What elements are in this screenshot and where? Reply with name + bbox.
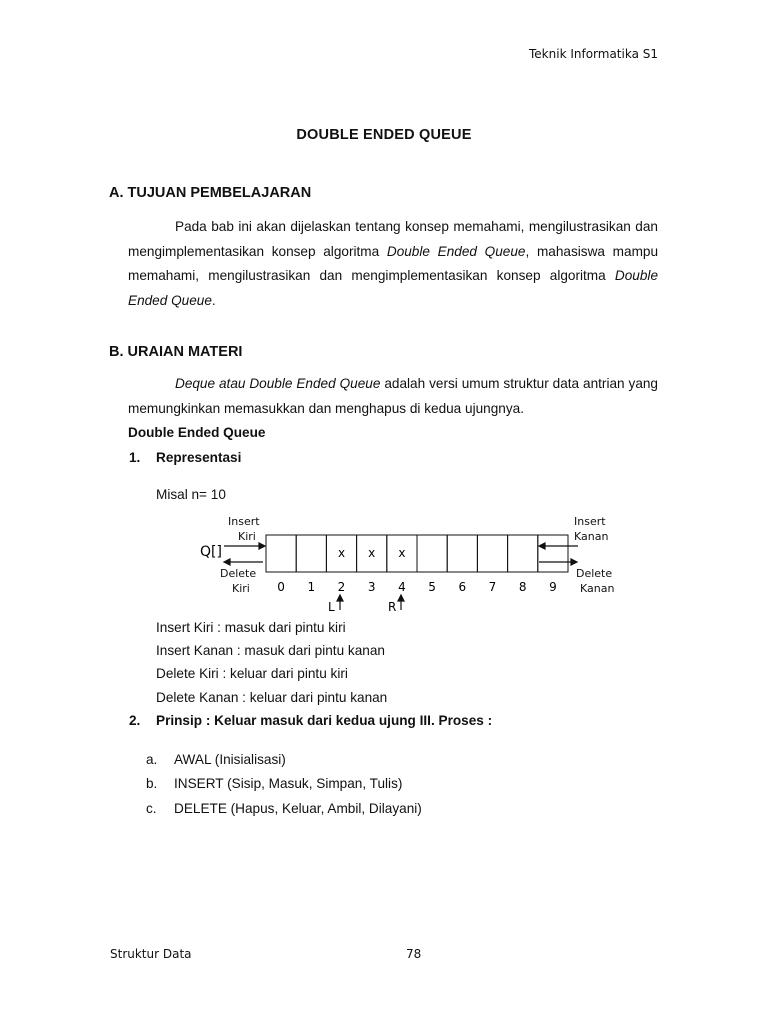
item-1-number: 1.: [129, 450, 141, 465]
queue-cell-7: [477, 535, 507, 572]
item-1-label: Representasi: [156, 450, 242, 465]
delete-kanan-arrowhead: [571, 559, 577, 565]
queue-index-1: 1: [307, 580, 316, 594]
delete-kanan-label-1: Delete: [576, 567, 613, 580]
pointer-right-label: R: [388, 600, 397, 614]
queue-index-9: 9: [549, 580, 557, 594]
section-b-intro-text: adalah versi umum struktur data antrian yang memungkinkan memasukkan dan menghapus di kedua ujungnya.: [128, 376, 658, 416]
process-awal: AWAL (Inisialisasi): [174, 752, 286, 767]
queue-cell-8: [508, 535, 538, 572]
queue-index-8: 8: [518, 580, 527, 594]
section-b-heading: B. URAIAN MATERI: [109, 344, 243, 360]
process-letter-a: a.: [146, 752, 158, 767]
subheading-double-ended-queue: Double Ended Queue: [128, 425, 266, 440]
section-a-em-2: Double Ended Queue: [128, 268, 658, 308]
process-letter-c: c.: [146, 801, 157, 816]
item-2-label: Prinsip : Keluar masuk dari kedua ujung III. Proses :: [156, 713, 493, 728]
section-a-text-3: .: [211, 292, 216, 308]
item-2-number: 2.: [129, 713, 141, 728]
page-number: 78: [406, 947, 422, 961]
queue-cell-value-4: x: [398, 546, 406, 560]
queue-index-2: 2: [337, 580, 346, 594]
delete-kiri-label-1: Delete: [220, 567, 257, 580]
queue-cell-6: [447, 535, 477, 572]
queue-cell-1: [296, 535, 326, 572]
section-a-heading: A. TUJUAN PEMBELAJARAN: [109, 185, 312, 201]
footer-course: Struktur Data: [110, 947, 192, 961]
misal-text: Misal n= 10: [156, 487, 226, 502]
insert-kiri-arrowhead: [259, 543, 265, 549]
process-insert: INSERT (Sisip, Masuk, Simpan, Tulis): [174, 776, 403, 791]
pointer-left-arrowhead: [337, 595, 343, 601]
delete-kanan-label-2: Kanan: [580, 582, 615, 595]
queue-index-0: 0: [277, 580, 285, 594]
queue-index-5: 5: [428, 580, 436, 594]
queue-index-3: 3: [367, 580, 376, 594]
pointer-right-arrowhead: [398, 595, 404, 601]
process-delete: DELETE (Hapus, Keluar, Ambil, Dilayani): [174, 801, 422, 816]
delete-kiri-arrowhead: [224, 559, 230, 565]
definition-insert-kiri: Insert Kiri : masuk dari pintu kiri: [156, 620, 346, 635]
section-b-intro: [128, 372, 658, 421]
section-a-paragraph: [128, 215, 658, 313]
queue-index-7: 7: [488, 580, 497, 594]
array-label: Q[]: [200, 544, 222, 560]
queue-index-6: 6: [458, 580, 467, 594]
deque-diagram: [190, 510, 630, 620]
queue-cell-9: [538, 535, 568, 572]
queue-cell-5: [417, 535, 447, 572]
definition-delete-kanan: Delete Kanan : keluar dari pintu kanan: [156, 690, 388, 705]
header-course-name: Teknik Informatika S1: [529, 47, 658, 61]
queue-cell-value-3: x: [368, 546, 376, 560]
queue-cell-value-2: x: [337, 546, 346, 560]
queue-cell-0: [266, 535, 296, 572]
definition-insert-kanan: Insert Kanan : masuk dari pintu kanan: [156, 643, 385, 658]
section-a-text-2: , mahasiswa mampu memahami, mengilustrasikan dan mengimplementasikan konsep algoritma: [128, 243, 659, 283]
section-b-intro-em: Deque atau Double Ended Queue: [175, 376, 381, 391]
definition-delete-kiri: Delete Kiri : keluar dari pintu kiri: [156, 666, 348, 681]
page-title: DOUBLE ENDED QUEUE: [296, 127, 472, 143]
insert-kanan-label-2: Kanan: [574, 530, 609, 543]
section-a-text-1: Pada bab ini akan dijelaskan tentang konsep memahami, mengilustrasikan dan mengimplementasikan konsep algoritma: [128, 219, 658, 259]
queue-index-4: 4: [398, 580, 406, 594]
queue-cells: [266, 535, 568, 594]
insert-kiri-label-1: Insert: [228, 515, 260, 528]
pointer-left-label: L: [328, 600, 335, 614]
section-a-em-1: Double Ended Queue: [386, 243, 526, 259]
insert-kanan-arrowhead: [539, 543, 545, 549]
insert-kanan-label-1: Insert: [574, 515, 606, 528]
process-letter-b: b.: [146, 776, 158, 791]
delete-kiri-label-2: Kiri: [232, 582, 250, 595]
insert-kiri-label-2: Kiri: [238, 530, 256, 543]
